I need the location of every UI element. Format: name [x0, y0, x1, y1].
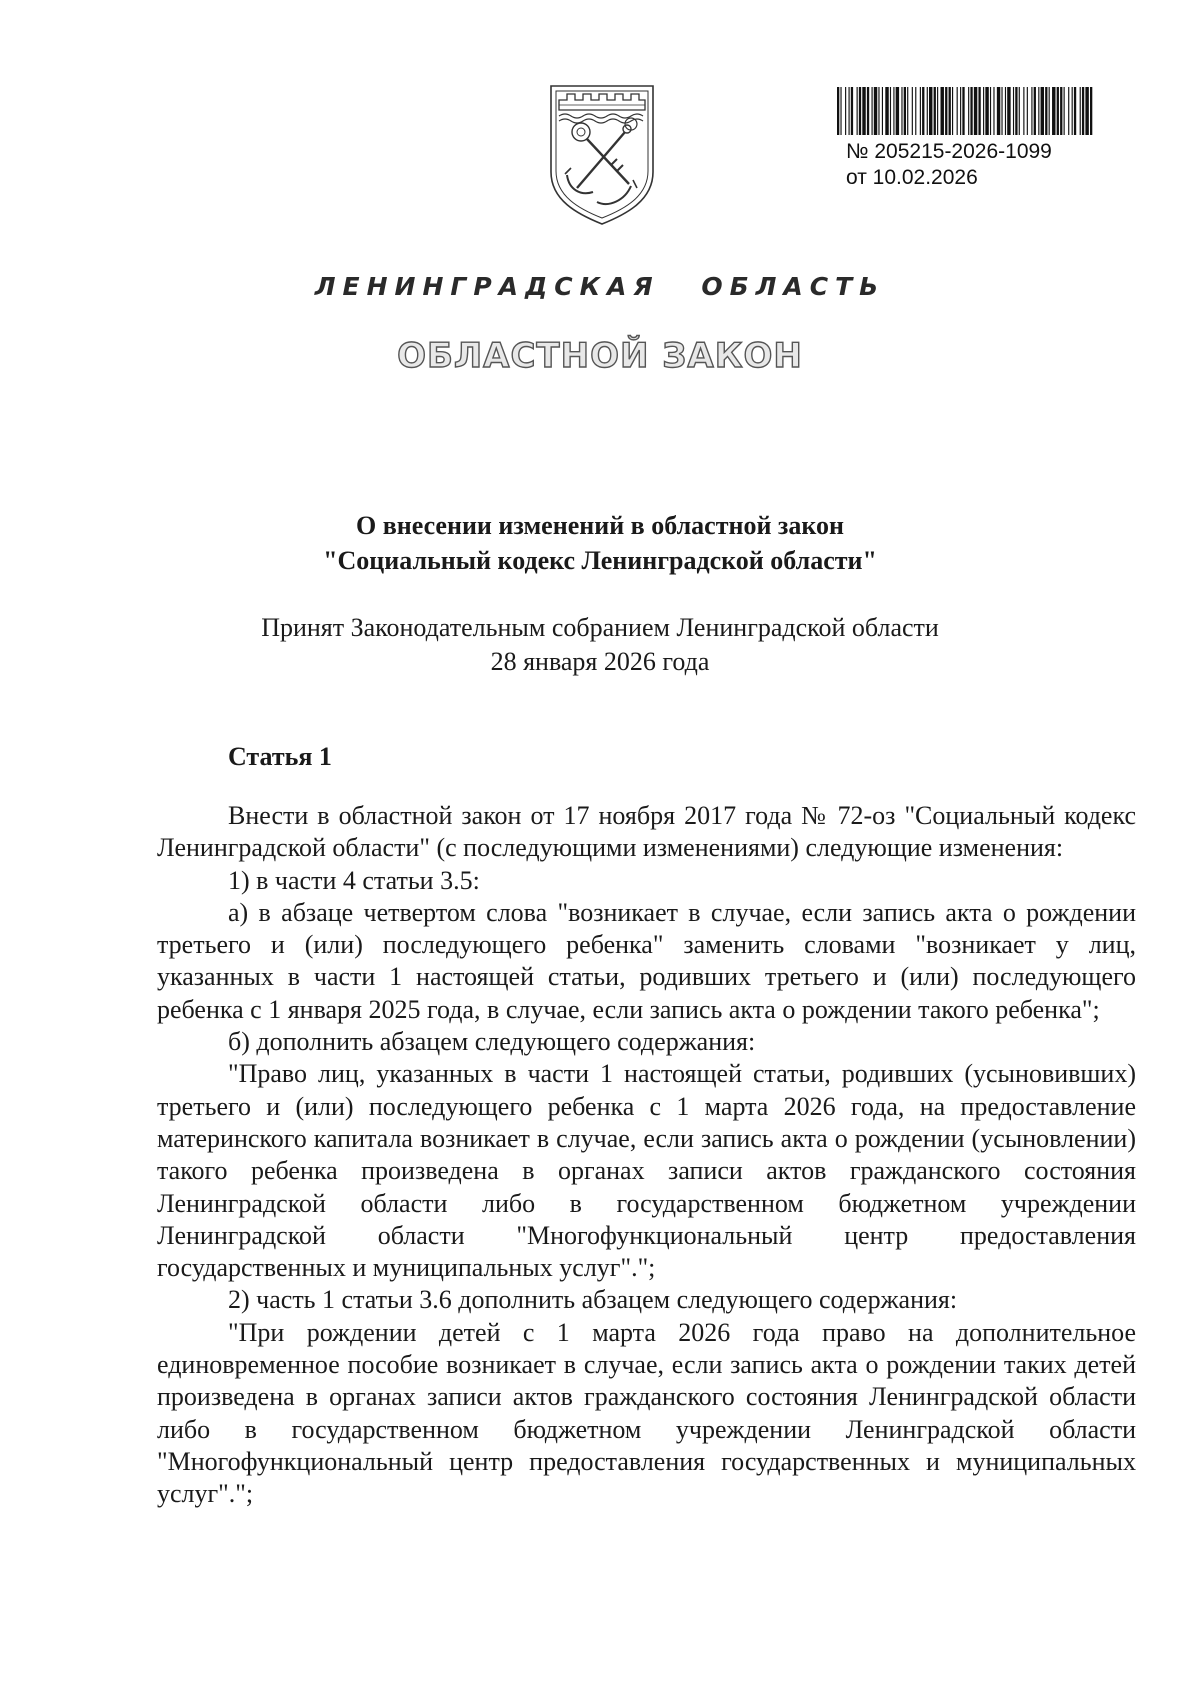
coat-of-arms-emblem — [547, 80, 657, 226]
article-paragraph: "Право лиц, указанных в части 1 настоящей статьи, родивших (усыновивших) третьего и (или) последующего ребенка с 1 марта 2026 года, на предоставление материнского капитала возникает в случае, если запись акта о рождении (усыновлении) такого ребенка произведена в органах записи актов гражданского состояния Ленинградской области либо в государственном бюджетном учреждении Ленинградской области "Многофункциональный центр предоставления государственных и муниципальных услуг"."; — [157, 1059, 1136, 1283]
region-name: ЛЕНИНГРАДСКАЯ ОБЛАСТЬ — [314, 272, 886, 301]
article-paragraph: Внести в областной закон от 17 ноября 2017 года № 72-оз "Социальный кодекс Ленинградской области" (с последующими изменениями) следующие изменения: — [157, 801, 1136, 863]
article-paragraph: 2) часть 1 статьи 3.6 дополнить абзацем следующего содержания: — [228, 1285, 958, 1315]
article-paragraph: 1) в части 4 статьи 3.5: — [228, 865, 480, 895]
article-paragraph: а) в абзаце четвертом слова "возникает в случае, если запись акта о рождении третьего и (или) последующего ребенка" заменить словами "возникает у лиц, указанных в части 1 настоящей статьи, родивших третьего и (или) последующего ребенка с 1 января 2025 года, в случае, если запись акта о рождении такого ребенка"; — [157, 897, 1136, 1024]
barcode-image — [835, 85, 1095, 139]
document-type: ОБЛАСТНОЙ ЗАКОН — [397, 336, 803, 376]
article-paragraph: "При рождении детей с 1 марта 2026 года право на дополнительное единовременное пособие возникает в случае, если запись акта о рождении таких детей произведена в органах записи актов гражданского состояния Ленинградской области либо в государственном бюджетном учреждении Ленинградской области "Многофункциональный центр предоставления государственных и муниципальных услуг"."; — [157, 1317, 1136, 1509]
registration-info — [846, 139, 1052, 191]
article-paragraph: б) дополнить абзацем следующего содержания: — [228, 1027, 756, 1057]
registration-number: № 205215-2026-1099 — [846, 140, 1052, 163]
registration-date: от 10.02.2026 — [846, 166, 978, 189]
law-title-line-2: "Социальный кодекс Ленинградской области" — [323, 546, 877, 575]
law-title — [0, 508, 1200, 578]
article-body — [157, 800, 1136, 1511]
adoption-note-line-1: Принят Законодательным собранием Ленинградской области — [261, 613, 939, 642]
adoption-note-line-2: 28 января 2026 года — [490, 647, 710, 676]
law-title-line-1: О внесении изменений в областной закон — [355, 511, 845, 540]
adoption-note — [0, 611, 1200, 679]
article-heading: Статья 1 — [228, 742, 332, 771]
